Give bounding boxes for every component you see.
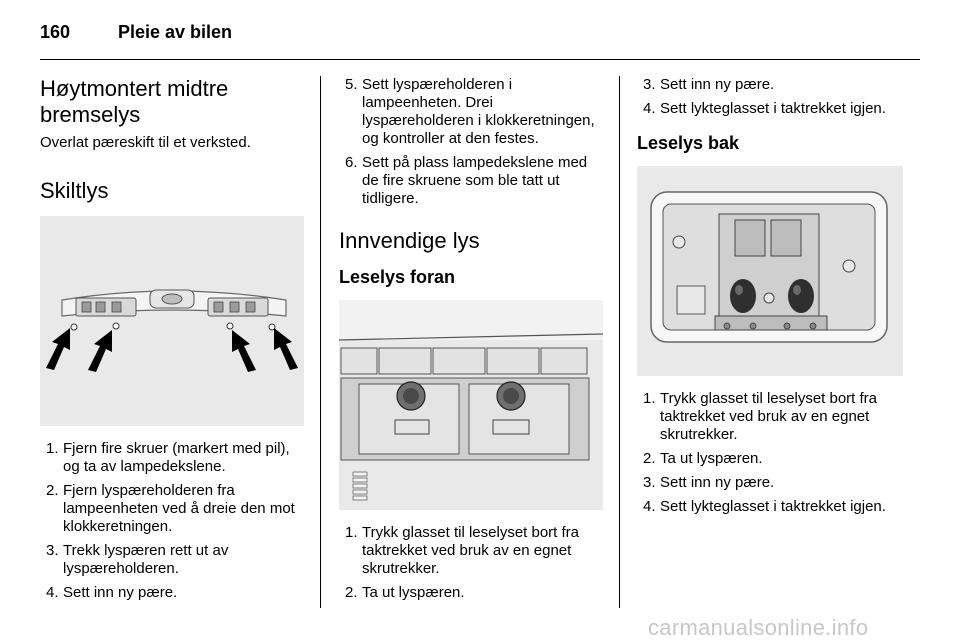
section-title-interior-lights: Innvendige lys (339, 228, 480, 253)
licence-plate-light-figure (40, 216, 304, 426)
column-divider-right (619, 76, 620, 608)
subsection-title-rear-reading-light: Leselys bak (637, 133, 740, 153)
list-item: 3. Trekk lyspæren rett ut av lyspæreholderen. (46, 542, 229, 577)
page-header (40, 20, 920, 60)
chapter-title: Pleie av bilen (118, 22, 233, 42)
arrow-icons (46, 328, 298, 372)
rear-reading-light-figure (637, 166, 903, 376)
rear-reading-light-steps (637, 390, 903, 516)
column-3 (637, 76, 903, 522)
licence-plate-light-illustration (40, 216, 304, 426)
watermark: carmanualsonline.info (648, 615, 869, 640)
section-title-licence-light: Skiltlys (40, 178, 109, 203)
front-reading-light-steps-continued (637, 76, 903, 118)
front-reading-light-illustration (339, 300, 603, 510)
page-number: 160 (40, 22, 71, 42)
subsection-title-front-reading-light: Leselys foran (339, 267, 456, 287)
list-item: 1. Trykk glasset til leselyset bort fra taktrekket ved bruk av en egnet skrutrekker. (345, 524, 580, 577)
list-item: 3. Sett inn ny pære. (643, 474, 775, 491)
list-item: 3. Sett inn ny pære. (643, 76, 775, 93)
list-item: 2. Ta ut lyspæren. (643, 450, 763, 467)
list-item: 4. Sett lykteglasset i taktrekket igjen. (643, 100, 886, 117)
list-item: 2. Ta ut lyspæren. (345, 584, 465, 601)
column-divider-left (320, 76, 321, 608)
list-item: 4. Sett inn ny pære. (46, 584, 178, 601)
licence-light-steps-continued (339, 76, 603, 208)
list-item: 5. Sett lyspæreholderen i lampeenheten. Drei lyspæreholderen i klokkeretningen, og kontroller at den festes. (345, 76, 595, 147)
column-1 (40, 76, 304, 608)
licence-light-steps (40, 440, 304, 602)
front-reading-light-figure (339, 300, 603, 510)
list-item: 2. Fjern lyspæreholderen fra lampeenheten ved å dreie den mot klokkeretningen. (46, 482, 295, 535)
service-note: Overlat pæreskift til et verksted. (40, 134, 251, 151)
front-reading-light-steps (339, 524, 603, 602)
rear-reading-light-illustration (637, 166, 903, 376)
column-2 (339, 76, 603, 608)
section-title-brake-light: Høytmontert midtre bremselys (40, 76, 229, 127)
list-item: 6. Sett på plass lampedekslene med de fire skruene som ble tatt ut tidligere. (345, 154, 588, 207)
list-item: 4. Sett lykteglasset i taktrekket igjen. (643, 498, 886, 515)
list-item: 1. Fjern fire skruer (markert med pil), og ta av lampedekslene. (46, 440, 290, 475)
list-item: 1. Trykk glasset til leselyset bort fra taktrekket ved bruk av en egnet skrutrekker. (643, 390, 878, 443)
